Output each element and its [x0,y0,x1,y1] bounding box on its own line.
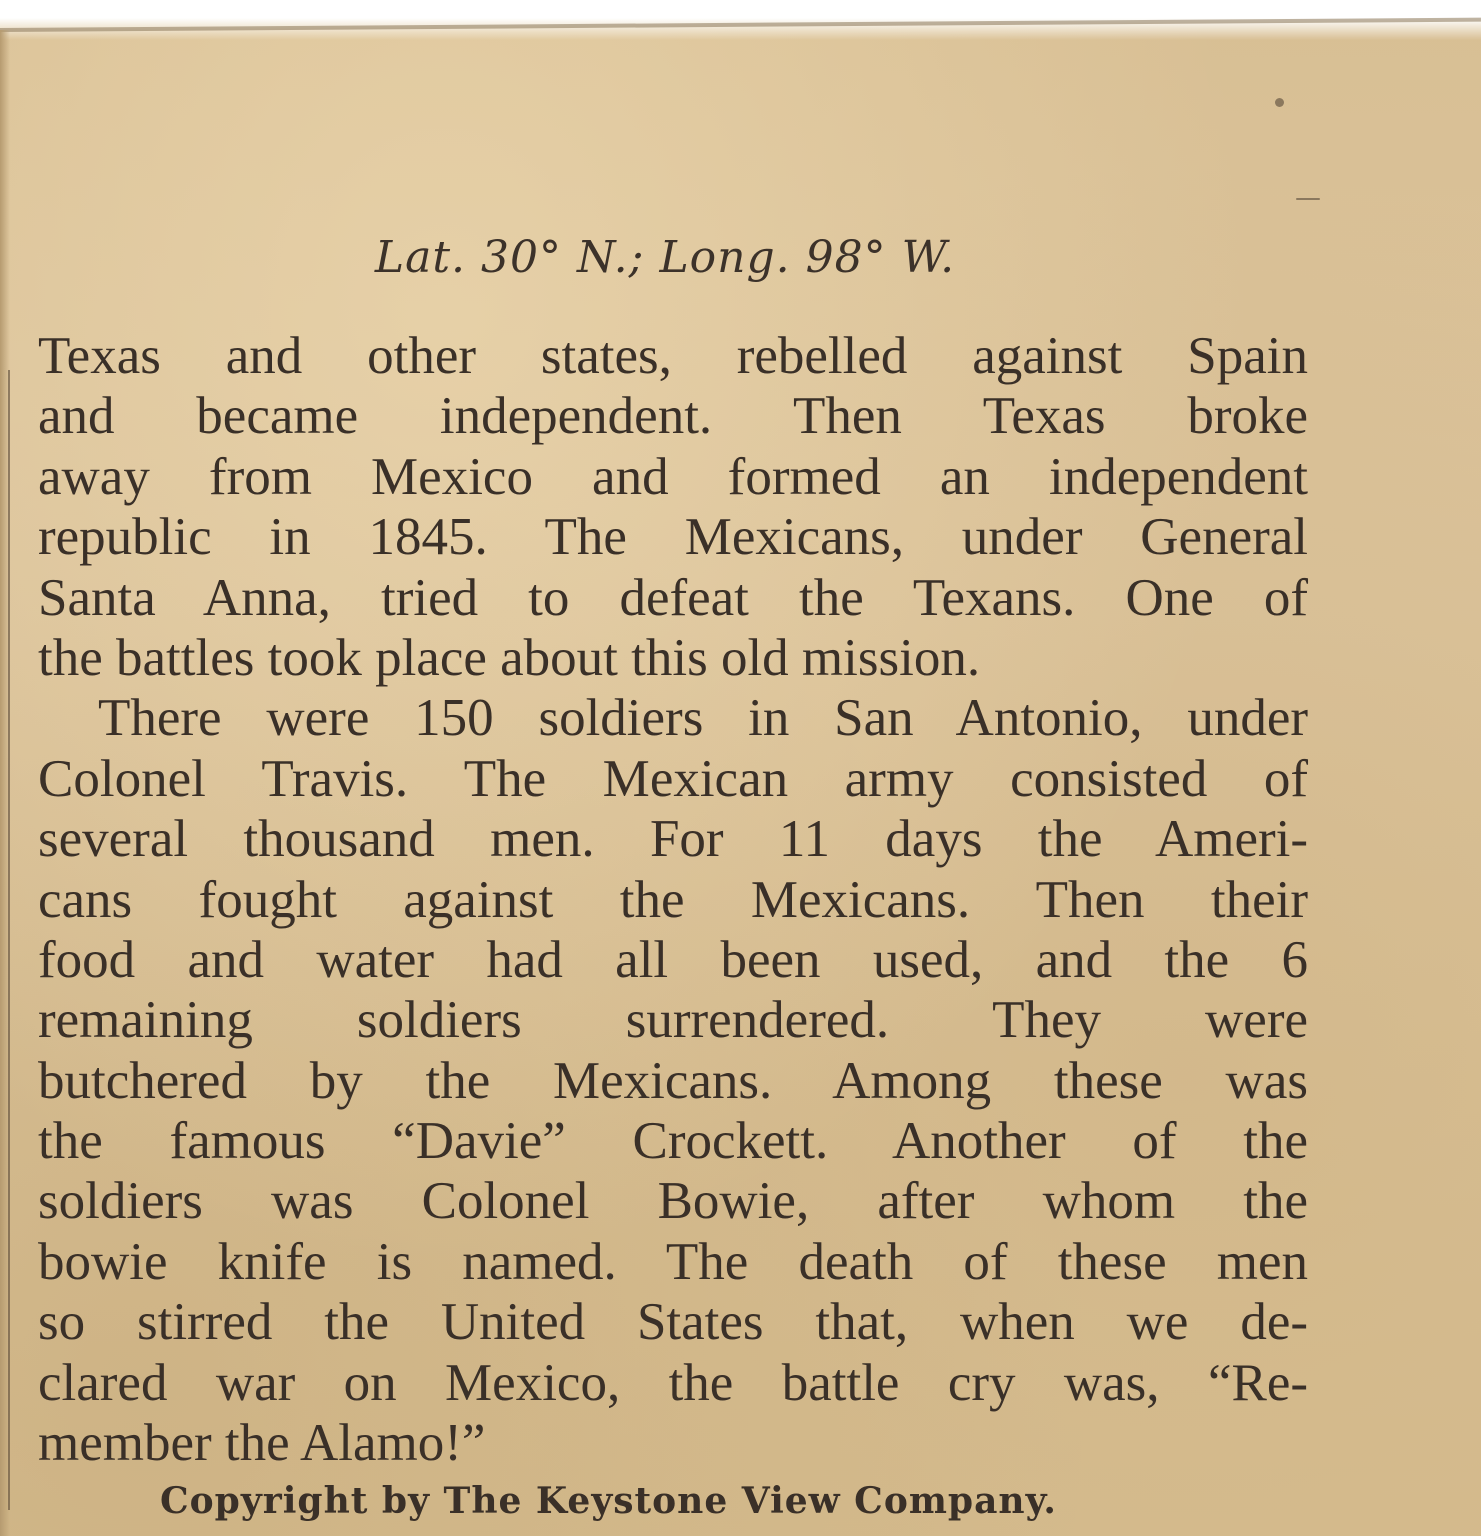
description-text [38,326,1308,1473]
text-line: soldiers was Colonel Bowie, after whom the [38,1172,1308,1231]
text-line: butchered by the Mexicans. Among these was [38,1051,1308,1110]
copyright-notice: Copyright by The Keystone View Company. [160,1480,1057,1522]
text-line: bowie knife is named. The death of these men [38,1232,1308,1291]
coordinates-heading: Lat. 30° N.; Long. 98° W. [374,232,956,283]
text-line: remaining soldiers surrendered. They were [38,991,1308,1050]
text-line: several thousand men. For 11 days the Ameri- [38,810,1308,869]
text-line: Santa Anna, tried to defeat the Texans. One of [38,568,1308,627]
card-left-border-rule [8,370,10,1510]
text-line: Texas and other states, rebelled against Spain [38,327,1308,385]
text-line: the battles took place about this old mission. [38,628,981,687]
text-line: member the Alamo!” [38,1414,486,1473]
text-line: and became independent. Then Texas broke [38,387,1308,446]
text-line: There were 150 soldiers in San Antonio, under [98,689,1308,748]
text-line: clared war on Mexico, the battle cry was, “Re- [38,1353,1308,1412]
paper-speck [1275,98,1284,107]
text-line: away from Mexico and formed an independent [38,447,1308,506]
text-line: the famous “Davie” Crockett. Another of the [38,1112,1308,1171]
text-line: republic in 1845. The Mexicans, under General [38,508,1308,567]
text-line: food and water had all been used, and the 6 [38,930,1308,989]
text-line: so stirred the United States that, when we de- [38,1293,1308,1352]
text-line: Colonel Travis. The Mexican army consisted of [38,749,1308,808]
paper-speck [1296,198,1320,200]
text-line: cans fought against the Mexicans. Then their [38,870,1308,929]
